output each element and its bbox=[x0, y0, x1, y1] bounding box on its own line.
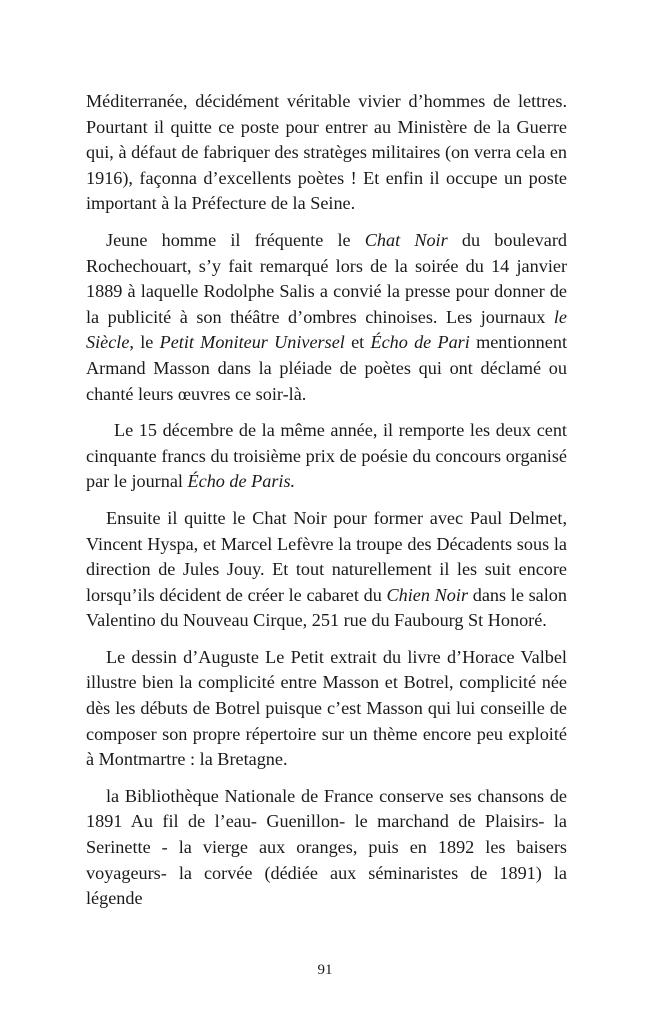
italic-title: Petit Moniteur Universel bbox=[159, 332, 345, 353]
paragraph-5 bbox=[86, 645, 567, 773]
text-run: Jeune homme il fréquente le bbox=[106, 229, 365, 250]
italic-title: Chat Noir bbox=[364, 229, 448, 250]
paragraph-6 bbox=[86, 784, 567, 912]
text-run: la Bibliothèque Nationale de France conserve ses chansons de 1891 Au fil de l’eau- Guenillon- le marchand de Plaisirs- la Serinette - la vierge aux oranges, puis en 1892 les baisers voyageurs- la corvée (dédiée aux séminaristes de 1891) la légende bbox=[86, 785, 567, 909]
paragraph-1 bbox=[86, 89, 567, 217]
text-run: dans le salon Valentino du Nouveau Cirque, 251 rue du Faubourg St Honoré. bbox=[86, 584, 567, 631]
text-run: , le bbox=[129, 332, 160, 353]
paragraph-2 bbox=[86, 228, 567, 407]
text-run: du boulevard Rochechouart, s’y fait remarqué lors de la soirée du 14 janvier 1889 à laquelle Rodolphe Salis a convié la presse pour donner de la publicité à son théâtre d’ombres chinoises. Les journaux bbox=[86, 229, 567, 327]
italic-title: Chien Noir bbox=[386, 584, 469, 605]
italic-title: le Siècle bbox=[86, 306, 567, 353]
text-run: Méditerranée, décidément véritable vivier d’hommes de lettres. Pourtant il quitte ce poste pour entrer au Ministère de la Guerre qui, à défaut de fabriquer des stratèges militaires (on verra cela en 1916), façonna d’excellents poètes ! Et enfin il occupe un poste important à la Préfecture de la Seine. bbox=[86, 91, 567, 214]
text-run: Le 15 décembre de la même année, il remporte les deux cent cinquante francs du troisième prix de poésie du concours organisé par le journal bbox=[86, 420, 567, 492]
text-run: Le dessin d’Auguste Le Petit extrait du livre d’Horace Valbel illustre bien la complicité entre Masson et Botrel, complicité née dès les débuts de Botrel puisque c’est Masson qui lui conseille de composer son propre répertoire sur un thème encore peu exploité à Montmartre : la Bretagne. bbox=[86, 646, 567, 770]
text-run: Ensuite il quitte le Chat Noir pour former avec Paul Delmet, Vincent Hyspa, et Marcel Lefèvre la troupe des Décadents sous la direction de Jules Jouy. Et tout naturellement il les suit encore lorsqu’ils décident de créer le cabaret du bbox=[86, 507, 567, 605]
text-run: et bbox=[344, 332, 371, 353]
paragraph-3 bbox=[86, 418, 567, 495]
italic-title: Écho de Paris. bbox=[187, 471, 296, 492]
text-run: mentionnent Armand Masson dans la pléiade de poètes qui ont déclamé ou chanté leurs œuvres ce soir-là. bbox=[86, 332, 567, 404]
italic-title: Écho de Pari bbox=[370, 332, 470, 353]
page-number: 91 bbox=[317, 962, 333, 978]
body-text bbox=[86, 89, 567, 923]
paragraph-4 bbox=[86, 506, 567, 634]
